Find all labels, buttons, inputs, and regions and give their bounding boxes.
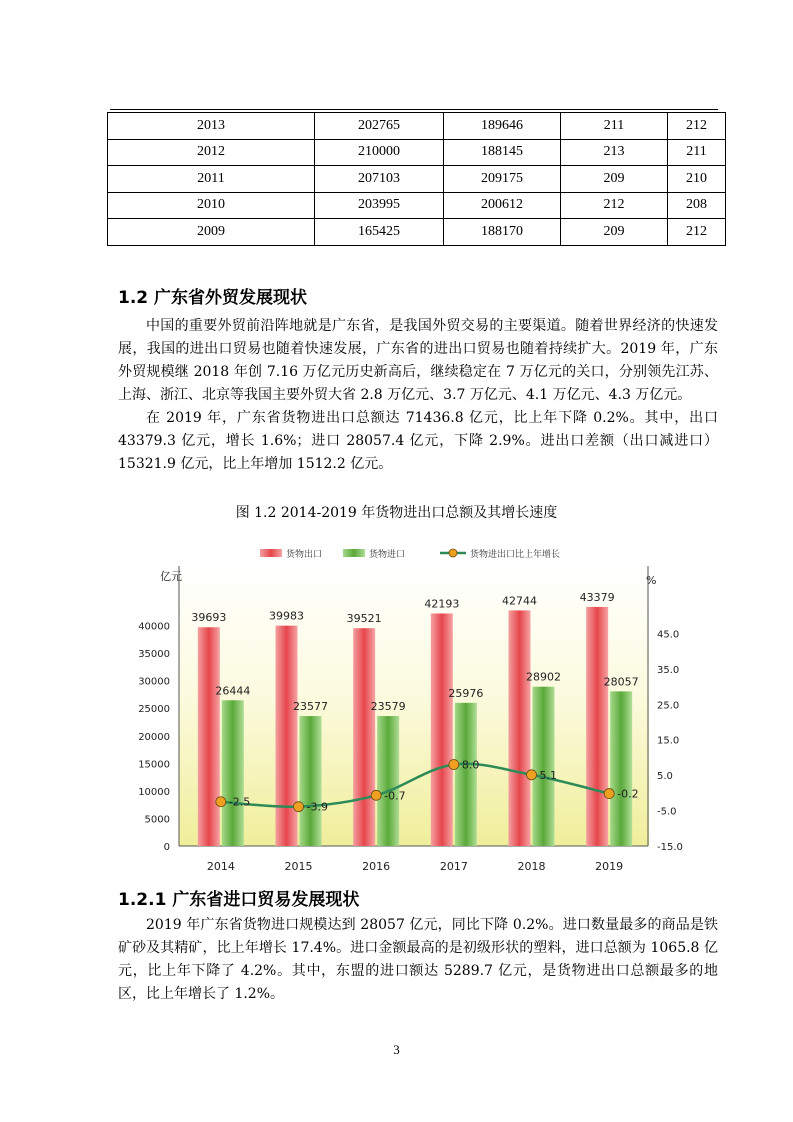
y-tick-right: -5.0 — [657, 806, 677, 818]
growth-label: -2.5 — [228, 795, 251, 809]
table-row — [108, 113, 726, 140]
bar-export — [276, 626, 298, 846]
table-row — [108, 219, 726, 246]
bar-import-label: 28057 — [603, 675, 639, 689]
page-number: 3 — [393, 1042, 400, 1057]
growth-point — [216, 797, 226, 807]
table-cell: 213 — [561, 139, 668, 166]
subsection-body — [118, 914, 718, 1006]
growth-point — [449, 760, 459, 770]
y-tick-right: 5.0 — [657, 771, 673, 783]
table-cell: 207103 — [315, 166, 444, 193]
table-cell: 211 — [668, 139, 726, 166]
y-tick-left: 35000 — [138, 649, 170, 661]
bar-export — [198, 627, 220, 846]
bar-export-label: 42193 — [424, 597, 460, 611]
growth-point — [294, 802, 304, 812]
table-cell: 2010 — [108, 192, 315, 219]
bar-export-label: 39983 — [269, 609, 304, 623]
bar-import-label: 23577 — [293, 700, 328, 714]
trade-chart — [138, 538, 683, 873]
table-cell: 208 — [668, 192, 726, 219]
table-cell: 200612 — [444, 192, 561, 219]
section-body — [118, 315, 718, 476]
bar-import — [455, 703, 477, 846]
y-tick-left: 5000 — [144, 814, 170, 826]
legend-marker — [449, 549, 457, 557]
y-tick-left: 15000 — [138, 759, 170, 771]
y-tick-left: 20000 — [138, 731, 170, 743]
x-tick-label: 2016 — [362, 860, 391, 873]
legend-swatch — [260, 549, 282, 557]
table-row — [108, 166, 726, 193]
y-tick-left: 30000 — [138, 676, 170, 688]
y-tick-left: 10000 — [138, 786, 170, 798]
table-cell: 210 — [668, 166, 726, 193]
top-rule — [110, 109, 718, 110]
bar-export — [509, 610, 531, 846]
y-tick-left: 25000 — [138, 704, 170, 716]
paragraph: 中国的重要外贸前沿阵地就是广东省，是我国外贸交易的主要渠道。随着世界经济的快速发展，我国的进出口贸易也随着快速发展，广东省的进出口贸易也随着持续扩大。2019 年，广东外贸规模继 2018 年创 7.16 万亿元历史新高后，继续稳定在 7 万亿元的关口，分别领先江苏、上海、浙江、北京等我国主要外贸大省 2.8 万亿元、3.7 万亿元、4.1 万亿元、4.3 万亿元。 — [118, 318, 718, 403]
y-tick-right: 15.0 — [657, 735, 680, 747]
y-tick-right: 35.0 — [657, 664, 680, 676]
table-cell: 209 — [561, 166, 668, 193]
growth-point — [604, 789, 614, 799]
table-cell: 212 — [561, 192, 668, 219]
legend-label: 货物进口 — [369, 550, 406, 560]
table-cell: 165425 — [315, 219, 444, 246]
figure-caption: 图 1.2 2014-2019 年货物进出口总额及其增长速度 — [235, 505, 558, 521]
x-tick-label: 2015 — [284, 860, 313, 873]
growth-label: 5.1 — [539, 768, 557, 782]
bar-export-label: 39521 — [346, 612, 382, 626]
y-tick-right: 45.0 — [657, 629, 680, 641]
y-tick-left: 0 — [163, 842, 170, 853]
growth-label: -0.7 — [384, 789, 406, 803]
bar-import — [610, 691, 632, 846]
table-cell: 2012 — [108, 139, 315, 166]
bar-import-label: 28902 — [526, 670, 561, 684]
paragraph: 在 2019 年，广东省货物进出口总额达 71436.8 亿元，比上年下降 0.2%。其中，出口 43379.3 亿元，增长 1.6%；进口 28057.4 亿元，下降 2.9%。进出口差额（出口减进口）15321.9 亿元，比上年增加 1512.2 亿元。 — [118, 410, 718, 472]
x-tick-label: 2014 — [206, 860, 235, 873]
bar-import — [222, 700, 244, 846]
table-cell: 189646 — [444, 113, 561, 140]
bar-import — [300, 716, 322, 846]
bar-import — [533, 687, 555, 846]
legend-label: 货物出口 — [286, 550, 323, 560]
bar-export — [586, 607, 608, 846]
growth-label: -0.2 — [617, 787, 639, 801]
table-cell: 2011 — [108, 166, 315, 193]
table-cell: 210000 — [315, 139, 444, 166]
y-tick-left: 40000 — [138, 621, 170, 633]
table-cell: 202765 — [315, 113, 444, 140]
table-cell: 211 — [561, 113, 668, 140]
growth-point — [371, 790, 381, 800]
bar-export — [431, 613, 453, 846]
legend-swatch — [343, 549, 365, 557]
table-cell: 209 — [561, 219, 668, 246]
table-cell: 212 — [668, 113, 726, 140]
growth-label: 8.0 — [461, 758, 480, 772]
paragraph: 2019 年广东省货物进口规模达到 28057 亿元，同比下降 0.2%。进口数量最多的商品是铁矿砂及其精矿，比上年增长 17.4%。进口金额最高的是初级形状的塑料，进口总额为 1065.8 亿元，比上年下降了 4.2%。其中，东盟的进口额达 5289.7 亿元，是货物进出口总额最多的地区，比上年增长了 1.2%。 — [118, 917, 718, 1002]
table-cell: 188170 — [444, 219, 561, 246]
bar-export-label: 42744 — [502, 594, 537, 608]
bar-import-label: 26444 — [215, 684, 251, 698]
bar-import-label: 25976 — [448, 686, 484, 700]
bar-export-label: 39693 — [191, 611, 227, 625]
table-cell: 2009 — [108, 219, 315, 246]
bar-import-label: 23579 — [370, 700, 406, 714]
data-table — [107, 112, 726, 246]
y-tick-right: -15.0 — [657, 842, 683, 853]
growth-label: -3.9 — [306, 800, 328, 814]
y-axis-right-unit: % — [646, 574, 657, 587]
bar-import — [377, 716, 399, 846]
table-cell: 188145 — [444, 139, 561, 166]
legend-label: 货物进出口比上年增长 — [470, 550, 561, 560]
table-row — [108, 192, 726, 219]
bar-export — [353, 628, 375, 846]
subsection-title: 1.2.1 广东省进口贸易发展现状 — [118, 890, 360, 910]
bar-export-label: 43379 — [579, 590, 615, 604]
y-axis-left-unit: 亿元 — [160, 570, 182, 583]
table-row — [108, 139, 726, 166]
x-tick-label: 2017 — [439, 860, 468, 873]
y-tick-right: 25.0 — [657, 700, 680, 712]
x-tick-label: 2019 — [595, 860, 624, 873]
section-title: 1.2 广东省外贸发展现状 — [118, 288, 308, 308]
growth-point — [527, 770, 537, 780]
table-cell: 2013 — [108, 113, 315, 140]
x-tick-label: 2018 — [517, 860, 546, 873]
table-cell: 203995 — [315, 192, 444, 219]
table-cell: 212 — [668, 219, 726, 246]
table-cell: 209175 — [444, 166, 561, 193]
